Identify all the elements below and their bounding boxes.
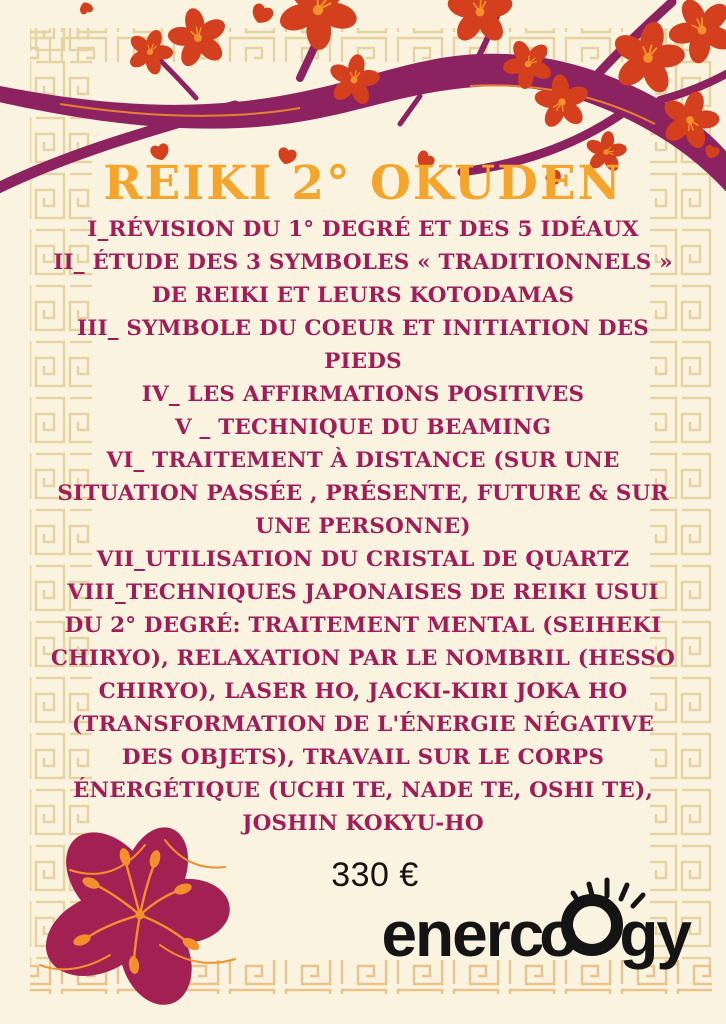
logo-text-c: c	[508, 898, 543, 970]
falling-petal-icon	[78, 0, 94, 15]
program-item: I_RÉVISION DU 1° DEGRÉ ET DES 5 IDÉAUX	[87, 217, 639, 242]
plum-flower-petals	[32, 815, 232, 1015]
falling-petal-icon	[248, 2, 275, 27]
sun-o-icon	[561, 894, 623, 956]
program-item: III_ SYMBOLE DU COEUR ET INITIATION DES PIEDS	[76, 316, 650, 374]
cherry-blossom-icon	[445, 0, 515, 45]
brand-logo	[381, 894, 690, 980]
program-item: VIII_TECHNIQUES JAPONAISES DE REIKI USUI DU 2° DEGRÉ: TRAITEMENT MENTAL (SEIHEKI CHIRYO), RELAXATION PAR LE NOMBRIL (HESSO CHIRYO), LASER HO, JACKI-KIRI JOKA HO (TRANSFORMATION DE L'ÉNERGIE NÉGATIVE DES OBJETS), TRAVAIL SUR LE CORPS ÉNERGÉTIQUE (UCHI TE, NADE TE, OSHI TE), JOSHIN KOKYU-HO	[50, 580, 676, 836]
course-title: REIKI 2° OKUDEN	[103, 156, 623, 211]
plum-flower-illustration	[10, 815, 290, 1020]
logo-text-ener: ener	[381, 898, 509, 970]
price-label: 330 €	[331, 856, 419, 894]
program-item: V _ TECHNIQUE DU BEAMING	[174, 415, 552, 440]
cherry-blossom-icon	[161, 2, 235, 74]
program-item: IV_ LES AFFIRMATIONS POSITIVES	[141, 382, 585, 407]
program-item: II_ ÉTUDE DES 3 SYMBOLES « TRADITIONNELS » DE REIKI ET LEURS KOTODAMAS	[53, 250, 673, 308]
program-item: VII_UTILISATION DU CRISTAL DE QUARTZ	[96, 547, 630, 572]
logo-text-o: o	[539, 898, 577, 970]
program-item: VI_ TRAITEMENT À DISTANCE (SUR UNE SITUATION PASSÉE , PRÉSENTE, FUTURE & SUR UNE PERSONNE)	[57, 448, 669, 539]
logo-text-gy: gy	[619, 898, 690, 970]
program-list	[48, 213, 678, 840]
sun-rays-icon	[567, 878, 647, 908]
